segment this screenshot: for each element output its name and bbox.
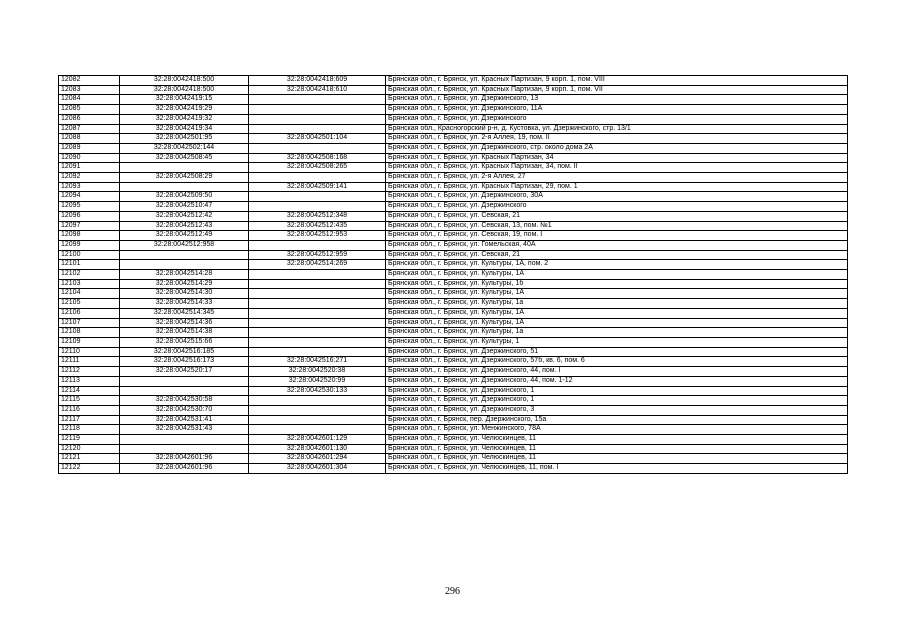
object-cadastral-number-cell: 32:28:0042418:609 [249,76,386,86]
cadastral-number-cell: 32:28:0042514:28 [120,270,249,280]
address-cell: Брянская обл., г. Брянск, ул. Красных Партизан, 9 корп. 1, пом. VII [386,85,848,95]
cadastral-number-cell: 32:28:0042516:185 [120,347,249,357]
object-cadastral-number-cell: 32:28:0042508:168 [249,153,386,163]
cadastral-number-cell: 32:28:0042512:49 [120,231,249,241]
object-cadastral-number-cell [249,105,386,115]
address-cell: Брянская обл., г. Брянск, ул. Культуры, 1б [386,279,848,289]
object-cadastral-number-cell [249,124,386,134]
row-number-cell: 12100 [59,250,120,260]
row-number-cell: 12096 [59,211,120,221]
cadastral-number-cell [120,435,249,445]
page-number: 296 [445,586,460,597]
table-row [59,425,848,435]
object-cadastral-number-cell [249,114,386,124]
cadastral-number-cell: 32:28:0042515:66 [120,337,249,347]
row-number-cell: 12093 [59,182,120,192]
object-cadastral-number-cell [249,95,386,105]
cadastral-number-cell: 32:28:0042601:96 [120,464,249,474]
table-row [59,299,848,309]
object-cadastral-number-cell [249,396,386,406]
address-cell: Брянская обл., г. Брянск, ул. Культуры, 1 [386,337,848,347]
object-cadastral-number-cell [249,328,386,338]
object-cadastral-number-cell [249,240,386,250]
row-number-cell: 12107 [59,318,120,328]
address-cell: Брянская обл., г. Брянск, ул. Дзержинского, 44, пом. 1-12 [386,376,848,386]
table-row [59,347,848,357]
object-cadastral-number-cell: 32:28:0042508:265 [249,163,386,173]
table-row [59,279,848,289]
address-cell: Брянская обл., г. Брянск, ул. Севская, 21 [386,211,848,221]
table-row [59,260,848,270]
table-row [59,405,848,415]
object-cadastral-number-cell [249,173,386,183]
table-row [59,376,848,386]
address-cell: Брянская обл., г. Брянск, ул. Культуры, 1А [386,318,848,328]
table-row [59,289,848,299]
cadastral-number-cell: 32:28:0042418:500 [120,85,249,95]
address-cell: Брянская обл., г. Брянск, ул. Культуры, 1А [386,308,848,318]
object-cadastral-number-cell [249,405,386,415]
table-row [59,435,848,445]
address-cell: Брянская обл., г. Брянск, ул. Культуры, 1а [386,328,848,338]
table-row [59,396,848,406]
address-cell: Брянская обл., г. Брянск, ул. Культуры, 1а [386,299,848,309]
address-cell: Брянская обл., Красногорский р-н, д. Кустовка, ул. Дзержинского, стр. 13/1 [386,124,848,134]
row-number-cell: 12091 [59,163,120,173]
cadastral-number-cell: 32:28:0042508:29 [120,173,249,183]
table-row [59,85,848,95]
object-cadastral-number-cell [249,308,386,318]
object-cadastral-number-cell: 32:28:0042512:959 [249,250,386,260]
address-cell: Брянская обл., г. Брянск, ул. Дзержинского [386,202,848,212]
row-number-cell: 12116 [59,405,120,415]
table-row [59,270,848,280]
cadastral-number-cell: 32:28:0042419:15 [120,95,249,105]
table-row [59,114,848,124]
row-number-cell: 12108 [59,328,120,338]
address-cell: Брянская обл., г. Брянск, ул. Красных Партизан, 34, пом. II [386,163,848,173]
address-cell: Брянская обл., г. Брянск, ул. Дзержинского, 3 [386,405,848,415]
address-cell: Брянская обл., г. Брянск, ул. Севская, 21 [386,250,848,260]
cadastral-number-cell: 32:28:0042520:17 [120,367,249,377]
object-cadastral-number-cell: 32:28:0042601:294 [249,454,386,464]
table-row [59,76,848,86]
row-number-cell: 12118 [59,425,120,435]
cadastral-number-cell: 32:28:0042508:45 [120,153,249,163]
row-number-cell: 12120 [59,444,120,454]
row-number-cell: 12109 [59,337,120,347]
cadastral-number-cell: 32:28:0042514:38 [120,328,249,338]
cadastral-number-cell [120,250,249,260]
object-cadastral-number-cell: 32:28:0042530:133 [249,386,386,396]
row-number-cell: 12095 [59,202,120,212]
table-row [59,337,848,347]
row-number-cell: 12097 [59,221,120,231]
address-cell: Брянская обл., г. Брянск, ул. Севская, 19, пом. I [386,231,848,241]
table-row [59,444,848,454]
address-cell: Брянская обл., г. Брянск, ул. Менжинского, 78А [386,425,848,435]
address-cell: Брянская обл., г. Брянск, ул. Челюскинцев, 11 [386,454,848,464]
address-cell: Брянская обл., г. Брянск, ул. Гомельская, 40А [386,240,848,250]
object-cadastral-number-cell: 32:28:0042501:104 [249,134,386,144]
object-cadastral-number-cell: 32:28:0042512:348 [249,211,386,221]
row-number-cell: 12111 [59,357,120,367]
address-cell: Брянская обл., г. Брянск, ул. Дзержинского [386,114,848,124]
table-row [59,124,848,134]
object-cadastral-number-cell [249,279,386,289]
row-number-cell: 12114 [59,386,120,396]
cadastral-number-cell [120,376,249,386]
cadastral-number-cell: 32:28:0042514:29 [120,279,249,289]
address-cell: Брянская обл., г. Брянск, ул. Челюскинцев, 11, пом. I [386,464,848,474]
cadastral-number-cell [120,163,249,173]
table-row [59,386,848,396]
address-cell: Брянская обл., г. Брянск, ул. Культуры, 1А [386,270,848,280]
row-number-cell: 12099 [59,240,120,250]
row-number-cell: 12098 [59,231,120,241]
cadastral-number-cell: 32:28:0042502:144 [120,143,249,153]
table-row [59,240,848,250]
address-cell: Брянская обл., г. Брянск, ул. Дзержинского, 30А [386,192,848,202]
object-cadastral-number-cell: 32:28:0042514:269 [249,260,386,270]
object-cadastral-number-cell [249,347,386,357]
cadastral-number-cell: 32:28:0042531:41 [120,415,249,425]
object-cadastral-number-cell: 32:28:0042512:953 [249,231,386,241]
address-cell: Брянская обл., г. Брянск, ул. Культуры, 1А, пом. 2 [386,260,848,270]
table-row [59,221,848,231]
row-number-cell: 12094 [59,192,120,202]
row-number-cell: 12117 [59,415,120,425]
table-row [59,357,848,367]
object-cadastral-number-cell: 32:28:0042509:141 [249,182,386,192]
table-row [59,454,848,464]
object-cadastral-number-cell: 32:28:0042512:435 [249,221,386,231]
row-number-cell: 12115 [59,396,120,406]
cadastral-number-cell: 32:28:0042501:95 [120,134,249,144]
row-number-cell: 12085 [59,105,120,115]
cadastral-table-body [59,76,848,474]
object-cadastral-number-cell [249,270,386,280]
cadastral-number-cell: 32:28:0042512:43 [120,221,249,231]
table-row [59,318,848,328]
address-cell: Брянская обл., г. Брянск, ул. Красных Партизан, 9 корп. 1, пом. VIII [386,76,848,86]
row-number-cell: 12087 [59,124,120,134]
cadastral-number-cell: 32:28:0042510:47 [120,202,249,212]
address-cell: Брянская обл., г. Брянск, пер. Дзержинского, 15а [386,415,848,425]
table-row [59,308,848,318]
table-row [59,173,848,183]
cadastral-number-cell: 32:28:0042514:30 [120,289,249,299]
object-cadastral-number-cell [249,425,386,435]
address-cell: Брянская обл., г. Брянск, ул. 2-я Аллея, 27 [386,173,848,183]
cadastral-table [58,75,848,474]
object-cadastral-number-cell [249,337,386,347]
address-cell: Брянская обл., г. Брянск, ул. Культуры, 1А [386,289,848,299]
cadastral-number-cell: 32:28:0042509:50 [120,192,249,202]
cadastral-number-cell: 32:28:0042419:29 [120,105,249,115]
row-number-cell: 12119 [59,435,120,445]
row-number-cell: 12086 [59,114,120,124]
address-cell: Брянская обл., г. Брянск, ул. 2-я Аллея, 19, пом. II [386,134,848,144]
cadastral-number-cell: 32:28:0042418:500 [120,76,249,86]
object-cadastral-number-cell: 32:28:0042516:271 [249,357,386,367]
address-cell: Брянская обл., г. Брянск, ул. Челюскинцев, 11 [386,444,848,454]
address-cell: Брянская обл., г. Брянск, ул. Севская, 13, пом. №1 [386,221,848,231]
row-number-cell: 12113 [59,376,120,386]
object-cadastral-number-cell [249,415,386,425]
table-row [59,192,848,202]
object-cadastral-number-cell [249,289,386,299]
cadastral-number-cell: 32:28:0042530:58 [120,396,249,406]
row-number-cell: 12110 [59,347,120,357]
table-row [59,95,848,105]
row-number-cell: 12103 [59,279,120,289]
address-cell: Брянская обл., г. Брянск, ул. Дзержинского, 44, пом. I [386,367,848,377]
object-cadastral-number-cell: 32:28:0042601:130 [249,444,386,454]
cadastral-number-cell [120,260,249,270]
object-cadastral-number-cell: 32:28:0042520:38 [249,367,386,377]
table-row [59,328,848,338]
address-cell: Брянская обл., г. Брянск, ул. Дзержинского, стр. около дома 2А [386,143,848,153]
cadastral-number-cell: 32:28:0042531:43 [120,425,249,435]
cadastral-number-cell: 32:28:0042530:70 [120,405,249,415]
address-cell: Брянская обл., г. Брянск, ул. Челюскинцев, 11 [386,435,848,445]
address-cell: Брянская обл., г. Брянск, ул. Дзержинского, 1 [386,386,848,396]
object-cadastral-number-cell [249,143,386,153]
row-number-cell: 12101 [59,260,120,270]
cadastral-number-cell: 32:28:0042601:96 [120,454,249,464]
address-cell: Брянская обл., г. Брянск, ул. Дзержинского, 13 [386,95,848,105]
table-row [59,182,848,192]
address-cell: Брянская обл., г. Брянск, ул. Красных Партизан, 29, пом. 1 [386,182,848,192]
row-number-cell: 12106 [59,308,120,318]
object-cadastral-number-cell: 32:28:0042520:99 [249,376,386,386]
table-row [59,153,848,163]
row-number-cell: 12084 [59,95,120,105]
cadastral-number-cell: 32:28:0042514:33 [120,299,249,309]
table-row [59,231,848,241]
row-number-cell: 12121 [59,454,120,464]
table-row [59,202,848,212]
cadastral-number-cell: 32:28:0042419:34 [120,124,249,134]
row-number-cell: 12105 [59,299,120,309]
row-number-cell: 12104 [59,289,120,299]
address-cell: Брянская обл., г. Брянск, ул. Дзержинского, 1 [386,396,848,406]
object-cadastral-number-cell [249,318,386,328]
cadastral-number-cell: 32:28:0042516:173 [120,357,249,367]
cadastral-number-cell: 32:28:0042512:958 [120,240,249,250]
object-cadastral-number-cell [249,202,386,212]
row-number-cell: 12122 [59,464,120,474]
cadastral-number-cell: 32:28:0042512:42 [120,211,249,221]
address-cell: Брянская обл., г. Брянск, ул. Красных Партизан, 34 [386,153,848,163]
address-cell: Брянская обл., г. Брянск, ул. Дзержинского, 51 [386,347,848,357]
address-cell: Брянская обл., г. Брянск, ул. Дзержинского, 11А [386,105,848,115]
row-number-cell: 12083 [59,85,120,95]
row-number-cell: 12089 [59,143,120,153]
table-row [59,105,848,115]
object-cadastral-number-cell [249,192,386,202]
object-cadastral-number-cell: 32:28:0042418:610 [249,85,386,95]
cadastral-number-cell: 32:28:0042514:36 [120,318,249,328]
cadastral-number-cell [120,444,249,454]
table-row [59,464,848,474]
table-row [59,415,848,425]
table-row [59,250,848,260]
row-number-cell: 12082 [59,76,120,86]
row-number-cell: 12090 [59,153,120,163]
cadastral-number-cell [120,182,249,192]
table-row [59,134,848,144]
table-row [59,163,848,173]
cadastral-number-cell: 32:28:0042514:345 [120,308,249,318]
object-cadastral-number-cell [249,299,386,309]
object-cadastral-number-cell: 32:28:0042601:304 [249,464,386,474]
row-number-cell: 12102 [59,270,120,280]
cadastral-number-cell: 32:28:0042419:32 [120,114,249,124]
table-row [59,143,848,153]
cadastral-number-cell [120,386,249,396]
address-cell: Брянская обл., г. Брянск, ул. Дзержинского, 57б, кв. 6, пом. 6 [386,357,848,367]
table-row [59,211,848,221]
row-number-cell: 12092 [59,173,120,183]
row-number-cell: 12088 [59,134,120,144]
table-row [59,367,848,377]
object-cadastral-number-cell: 32:28:0042601:129 [249,435,386,445]
row-number-cell: 12112 [59,367,120,377]
